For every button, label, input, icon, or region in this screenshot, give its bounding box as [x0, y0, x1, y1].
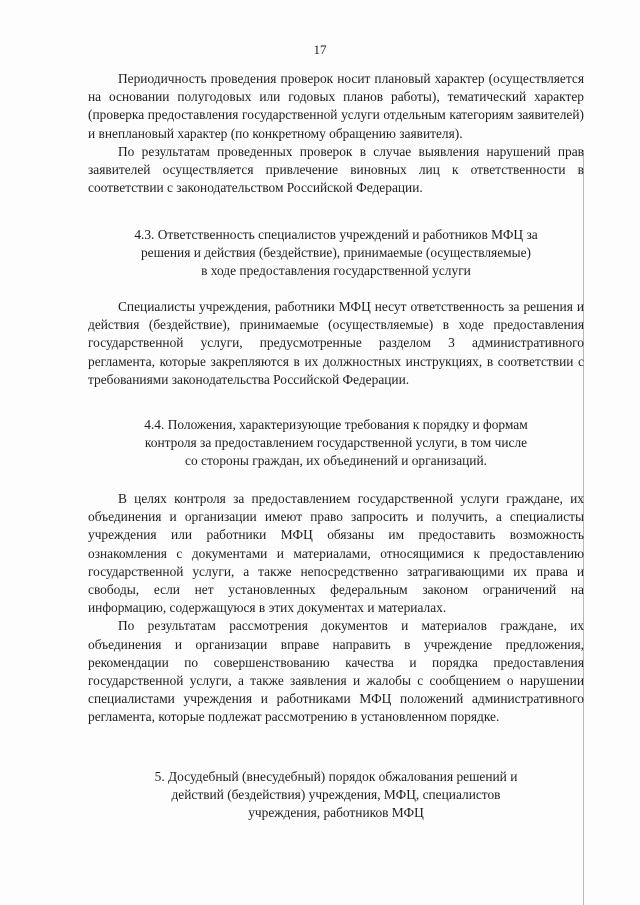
- heading-line: в ходе предоставления государственной услуги: [201, 263, 471, 279]
- paragraphs-top: [88, 70, 584, 197]
- paragraph-control-rights: В целях контроля за предоставлением государственной услуги граждане, их объединения и организации имеют право запросить и получить, а специалисты учреждения или работники МФЦ обязаны им предоставить возможность ознакомления с документами и материалами, относящимися к предоставлению государственной услуги, а также непосредственно затрагивающими их права и свободы, если нет установленных федеральным законом ограничений на информацию, содержащуюся в этих документах и материалах.: [88, 491, 584, 616]
- section-4-4-heading: [88, 416, 584, 471]
- heading-line: 4.3. Ответственность специалистов учреждений и работников МФЦ за: [134, 227, 538, 242]
- heading-line: 4.4. Положения, характеризующие требования к порядку и формам: [144, 417, 528, 432]
- section-4-4-body: [88, 490, 584, 727]
- paragraph-inspection-periodicity: Периодичность проведения проверок носит плановый характер (осуществляется на основании полугодовых или годовых планов работы), тематический характер (проверка предоставления государственной услуги отдельным категориям заявителей) и внеплановый характер (по конкретному обращению заявителя).: [88, 71, 584, 141]
- paragraph-proposals: По результатам рассмотрения документов и материалов граждане, их объединения и организации вправе направить в учреждение предложения, рекомендации по совершенствованию качества и порядка предоставления государственной услуги, а также заявления и жалобы с сообщением о нарушении специалистами учреждения и работниками МФЦ положений административного регламента, которые подлежат рассмотрению в установленном порядке.: [88, 618, 584, 725]
- heading-line: решения и действия (бездействие), принимаемые (осуществляемые): [140, 245, 532, 261]
- paragraph-responsibility: Специалисты учреждения, работники МФЦ несут ответственность за решения и действия (бездействие), принимаемые (осуществляемые) в ходе предоставления государственной услуги, предусмотренные разделом 3 административного регламента, которые закрепляются в их должностных инструкциях, в соответствии с требованиями законодательства Российской Федерации.: [88, 299, 584, 387]
- heading-line: действий (бездействия) учреждения, МФЦ, специалистов: [171, 787, 501, 803]
- section-4-3-heading: [88, 226, 584, 281]
- page-number: 17: [313, 42, 327, 57]
- heading-line: контроля за предоставлением государственной услуги, в том числе: [144, 435, 528, 451]
- heading-line: 5. Досудебный (внесудебный) порядок обжалования решений и: [154, 769, 518, 784]
- heading-line: учреждения, работников МФЦ: [248, 805, 424, 821]
- section-5-heading: [88, 768, 584, 823]
- paragraph-inspection-results: По результатам проведенных проверок в случае выявления нарушений прав заявителей осуществляется привлечение виновных лиц к ответственности в соответствии с законодательством Российской Федерации.: [88, 143, 584, 196]
- section-4-3-body: [88, 298, 584, 389]
- heading-line: со стороны граждан, их объединений и организаций.: [185, 453, 487, 469]
